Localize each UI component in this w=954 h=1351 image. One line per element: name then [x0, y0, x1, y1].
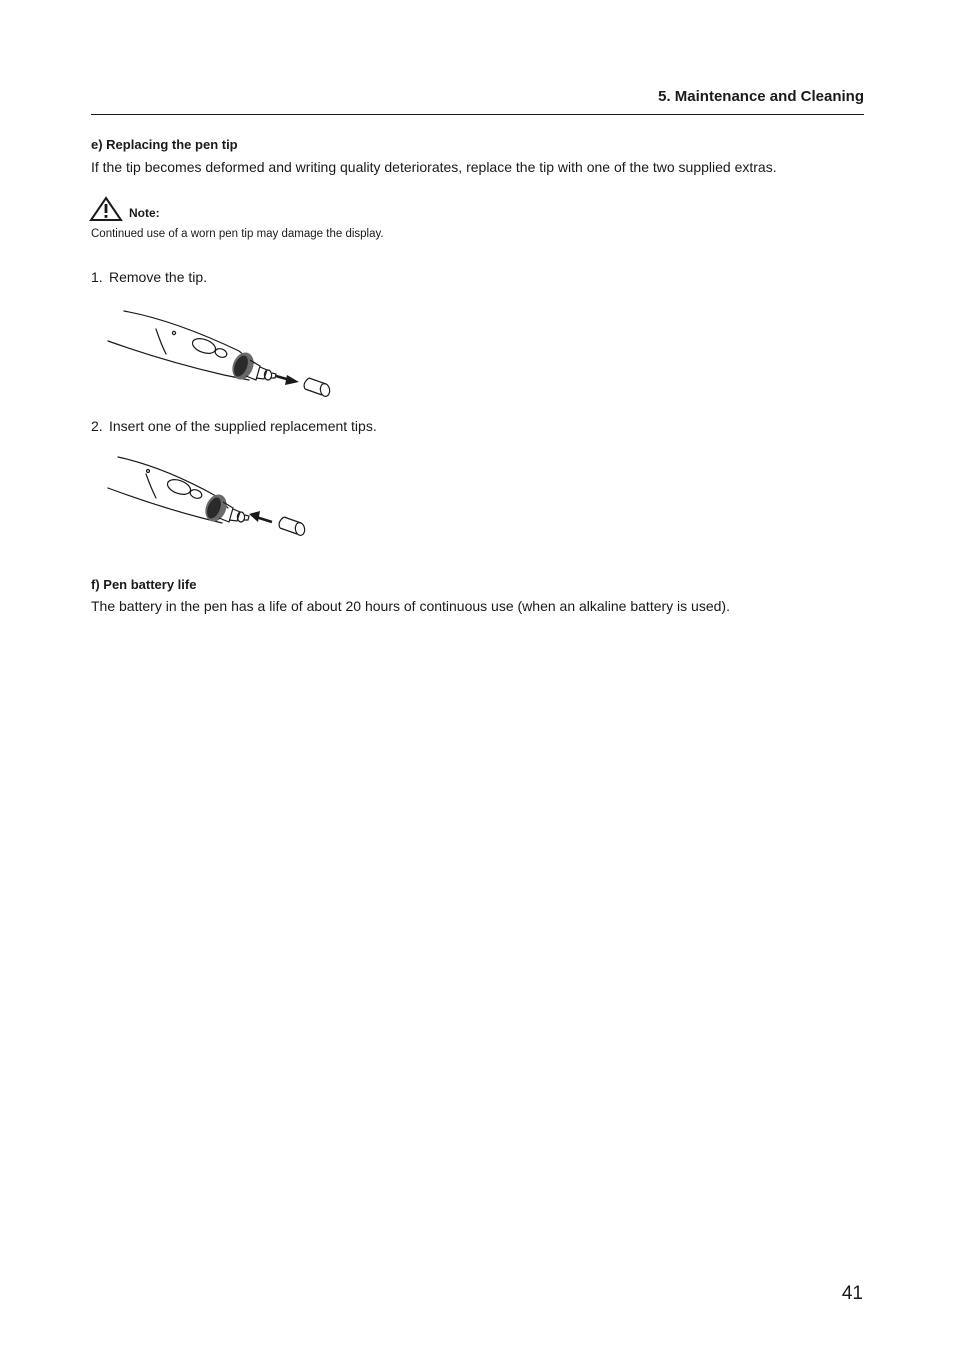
section-f-heading: f) Pen battery life — [91, 577, 197, 592]
note-header — [89, 196, 160, 222]
note-label: Note: — [129, 206, 160, 220]
warning-triangle-icon — [89, 196, 123, 222]
step-2-text: Insert one of the supplied replacement tips. — [109, 418, 377, 434]
section-e-heading: e) Replacing the pen tip — [91, 137, 238, 152]
step-1-text: Remove the tip. — [109, 269, 208, 285]
step-1 — [91, 269, 207, 285]
header-divider — [91, 114, 864, 115]
step-2-number: 2. — [91, 418, 103, 434]
note-text: Continued use of a worn pen tip may damage the display. — [91, 228, 384, 240]
pen-insert-tip-illustration — [104, 452, 314, 542]
page-number: 41 — [841, 1283, 863, 1304]
section-e-body: If the tip becomes deformed and writing quality deteriorates, replace the tip with one of the two supplied extras. — [91, 159, 777, 175]
page-header-title: 5. Maintenance and Cleaning — [658, 88, 864, 105]
section-f-body: The battery in the pen has a life of about 20 hours of continuous use (when an alkaline battery is used). — [91, 598, 730, 614]
pen-remove-tip-illustration — [104, 306, 336, 400]
step-1-number: 1. — [91, 269, 103, 285]
step-2 — [91, 418, 377, 434]
